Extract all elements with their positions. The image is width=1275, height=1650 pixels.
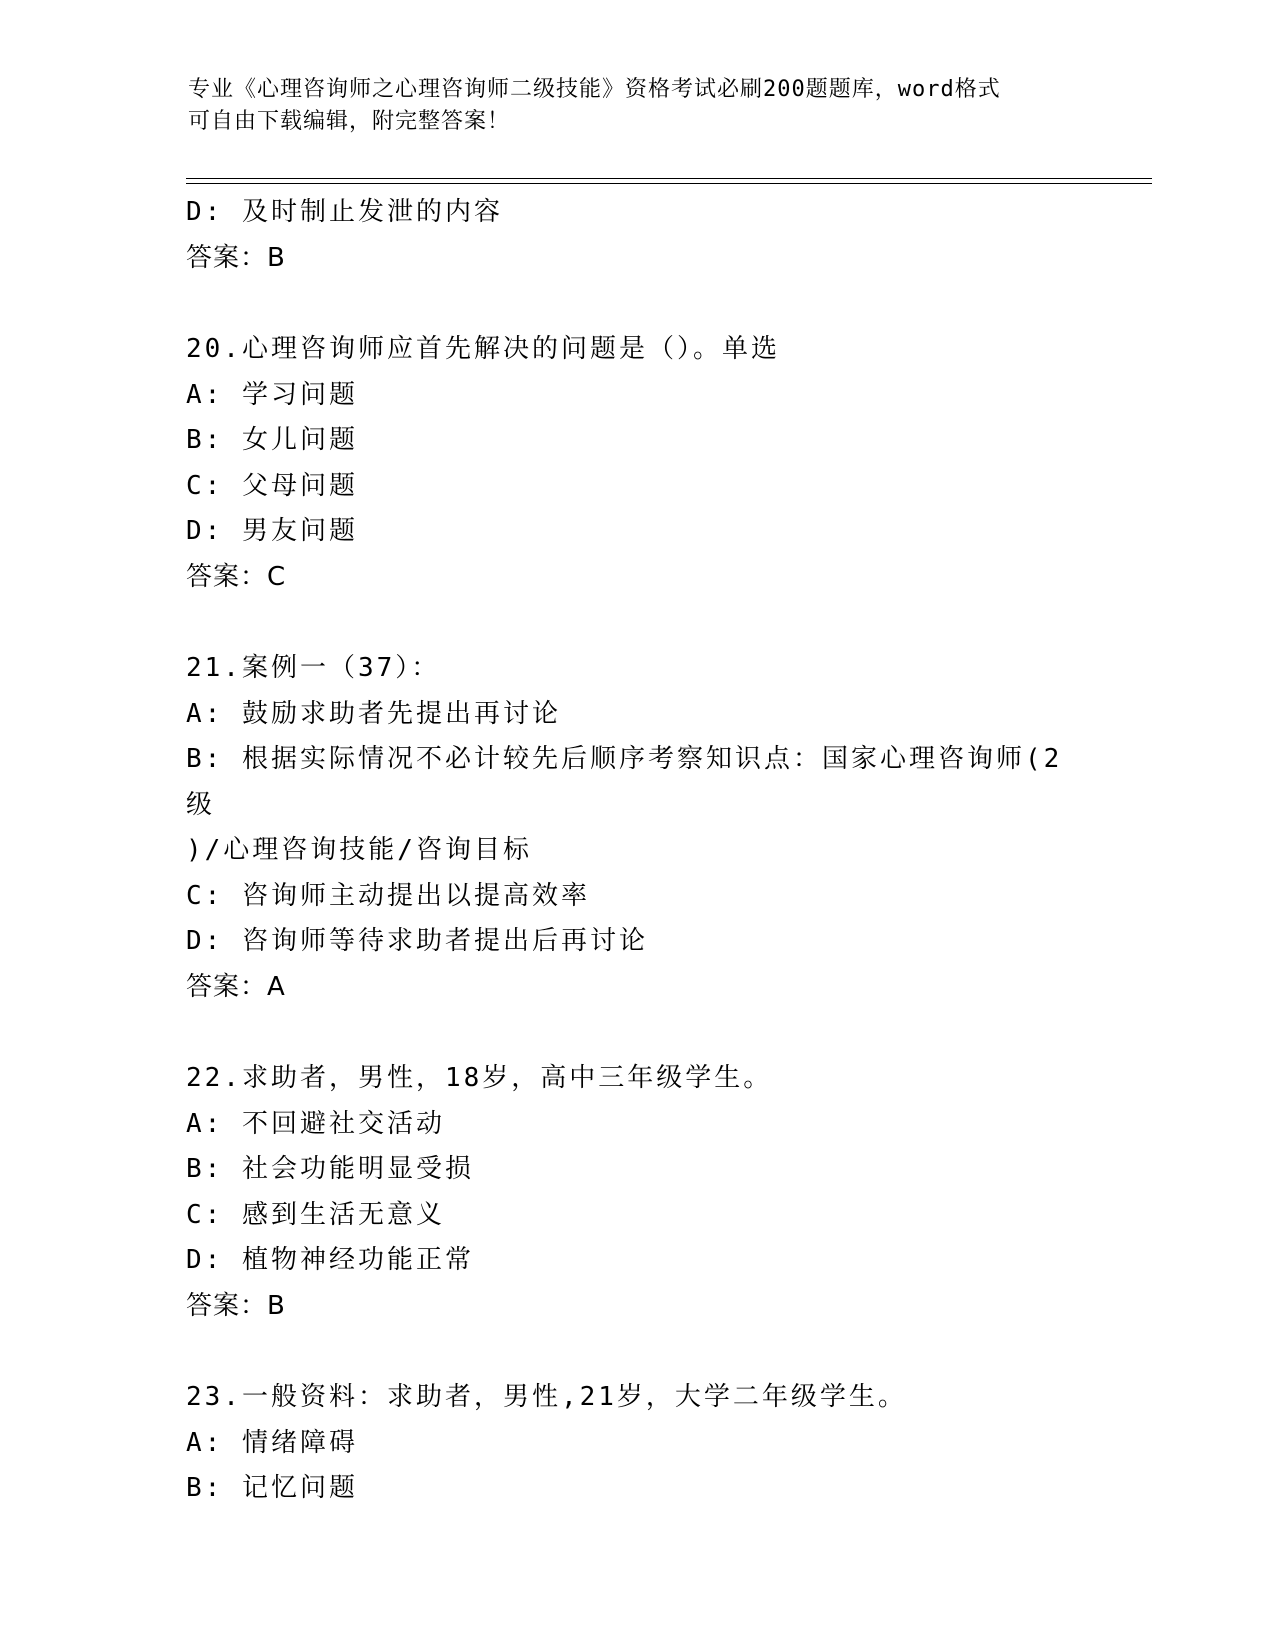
answer-label: 答案：A bbox=[186, 971, 286, 1002]
document-header bbox=[188, 74, 1068, 138]
option-a: A: 情绪障碍 bbox=[186, 1427, 358, 1458]
option-d: D: 植物神经功能正常 bbox=[186, 1245, 474, 1275]
spacer bbox=[186, 1010, 1086, 1056]
option-a: A: 学习问题 bbox=[186, 379, 358, 410]
question-20 bbox=[186, 327, 1086, 600]
option-c: C: 咨询师主动提出以提高效率 bbox=[186, 880, 590, 911]
header-line-2: 可自由下载编辑，附完整答案！ bbox=[188, 109, 511, 134]
question-21 bbox=[186, 646, 1086, 1010]
option-a: A: 鼓励求助者先提出再讨论 bbox=[186, 698, 561, 729]
option-b: B: 女儿问题 bbox=[186, 425, 358, 455]
option-d: D: 男友问题 bbox=[186, 516, 358, 546]
header-divider-bottom bbox=[186, 183, 1152, 184]
option-b: B: 社会功能明显受损 bbox=[186, 1154, 474, 1184]
spacer bbox=[186, 1329, 1086, 1375]
option-c: C: 感到生活无意义 bbox=[186, 1199, 445, 1230]
answer-label: 答案：C bbox=[186, 561, 287, 592]
spacer bbox=[186, 281, 1086, 327]
option-a: A: 不回避社交活动 bbox=[186, 1108, 445, 1139]
header-divider-top bbox=[186, 178, 1152, 179]
question-stem: 20.心理咨询师应首先解决的问题是（）。单选 bbox=[186, 334, 780, 364]
option-b: B: 记忆问题 bbox=[186, 1473, 358, 1503]
spacer bbox=[186, 600, 1086, 646]
question-stem: 23.一般资料：求助者，男性,21岁，大学二年级学生。 bbox=[186, 1382, 907, 1412]
question-stem: 22.求助者，男性，18岁，高中三年级学生。 bbox=[186, 1063, 773, 1093]
question-22 bbox=[186, 1056, 1086, 1329]
question-23 bbox=[186, 1375, 1086, 1512]
header-line-1: 专业《心理咨询师之心理咨询师二级技能》资格考试必刷200题题库，word格式 bbox=[188, 77, 1001, 102]
option-d: D: 及时制止发泄的内容 bbox=[186, 197, 503, 227]
option-d: D: 咨询师等待求助者提出后再讨论 bbox=[186, 926, 648, 956]
question-stem: 21.案例一（37）： bbox=[186, 653, 441, 683]
option-b: B: 根据实际情况不必计较先后顺序考察知识点：国家心理咨询师(2级 bbox=[186, 744, 1063, 820]
question-19-tail bbox=[186, 190, 1086, 281]
answer-label: 答案：B bbox=[186, 242, 286, 273]
answer-label: 答案：B bbox=[186, 1290, 286, 1321]
option-c: C: 父母问题 bbox=[186, 470, 358, 501]
question-list bbox=[186, 190, 1086, 1512]
option-b-continued: )/心理咨询技能/咨询目标 bbox=[186, 835, 532, 865]
